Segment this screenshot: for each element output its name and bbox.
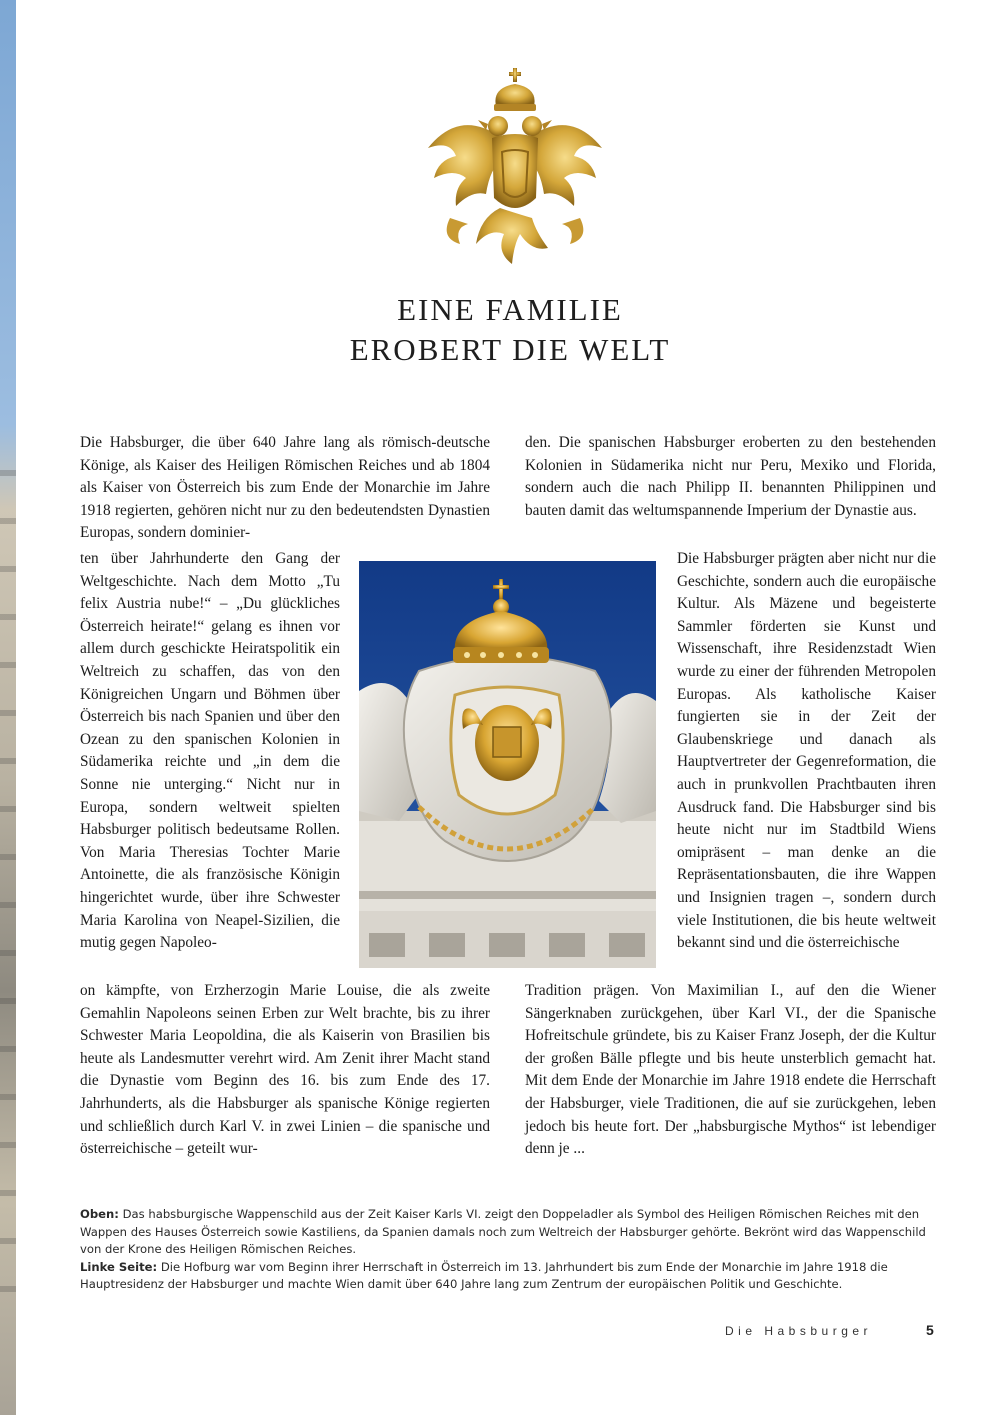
image-captions: [80, 1206, 940, 1294]
double-eagle-emblem-icon: [420, 68, 610, 268]
facing-page-photo-edge: [0, 0, 16, 1415]
paragraph: ten über Jahrhunderte den Gang der Weltgeschichte. Nach dem Motto „Tu felix Austria nube!“ – „Du glückliches Österreich heirate!“ gelang es ihnen vor allem durch geschickte Heiratspolitik ein Weltreich zu schaffen, das von den Königreichen Ungarn und Böhmen über Österreich bis nach Spanien und über den Ozean zu den spanischen Kolonien in Südamerika reichte und „in dem die Sonne nie unterging.“ Nicht nur in Europa, sondern weltweit spielten Habsburger politisch bedeutsame Rollen. Von Maria Theresias Tochter Marie Antoinette, die als französische Königin hingerichtet wurde, über ihre Schwester Maria Karolina von Neapel-Sizilien, die mutig gegen Napoleo-: [80, 550, 340, 952]
body-text-left-wrap: [80, 548, 340, 955]
title-line-1: EINE FAMILIE: [397, 292, 623, 327]
body-text-right-bottom: [525, 980, 936, 1161]
body-text-right-top: [525, 432, 936, 522]
caption-left-label: Linke Seite:: [80, 1259, 158, 1274]
paragraph: Die Habsburger, die über 640 Jahre lang als römisch-deutsche Könige, als Kaiser des Heiligen Römischen Reiches und ab 1804 als Kaiser von Österreich bis zum Ende der Monarchie im Jahre 1918 regierten, gehören nicht nur zu den bedeutendsten Dynastien Europas, sondern dominier-: [80, 434, 490, 542]
paragraph: Die Habsburger prägten aber nicht nur die Geschichte, sondern auch die europäische Kultur. Als Mäzene und begeisterte Sammler förderten sie Kunst und Wissenschaft, ihre Residenzstadt Wien wurde zu einer der führenden Metropolen Europas. Als katholische Kaiser fungierten sie in der Zeit der Glaubenskriege und danach als Hauptvertreter der Gegenreformation, die auch in prunkvollen Prachtbauten ihren Ausdruck fand. Die Habsburger sind bis heute nicht nur im Stadtbild Wiens omipräsent – man denke an die Repräsentationsbauten, die ihre Wappen und Insignien tragen –, sondern durch viele Institutionen, die bis heute weltweit bekannt sind und die österreichische: [677, 550, 936, 952]
paragraph: on kämpfte, von Erzherzogin Marie Louise, die als zweite Gemahlin Napoleons seinen Erben zur Welt brachte, bis zu ihrer Schwester Maria Leopoldina, die als Kaiserin von Brasilien bis heute als Landesmutter verehrt wird. Am Zenit ihrer Macht stand die Dynastie vom Beginn des 16. bis zum Ende des 17. Jahrhunderts, als die Habsburger als spanische Könige regierten und schließlich durch Karl V. in zwei Linien – die spanische und österreichische – geteilt wur-: [80, 982, 490, 1158]
body-text-left-top: [80, 432, 490, 545]
coat-of-arms-photo: [359, 561, 656, 968]
caption-left-text: Die Hofburg war vom Beginn ihrer Herrschaft in Österreich im 13. Jahrhundert bis zum Ende der Monarchie im Jahre 1918 die Hauptresidenz der Habsburger und machte Wien damit über 640 Jahre lang zum Zentrum der europäischen Politik und Geschichte.: [80, 1259, 888, 1292]
body-text-left-bottom: [80, 980, 490, 1161]
title-line-2: EROBERT DIE WELT: [349, 332, 671, 367]
caption-top-label: Oben:: [80, 1207, 119, 1221]
caption-left-page: [80, 1259, 940, 1294]
caption-top-text: Das habsburgische Wappenschild aus der Zeit Kaiser Karls VI. zeigt den Doppeladler als Symbol des Heiligen Römischen Reiches mit den Wappen des Hauses Österreich sowie Kastiliens, da Spanien damals noch zum Weltreich der Habsburger gehörte. Bekrönt wird das Wappenschild von der Krone des Heiligen Römischen Reiches.: [80, 1207, 926, 1257]
paragraph: Tradition prägen. Von Maximilian I., auf den die Wiener Sängerknaben zurückgehen, über Karl VI., der die Spanische Hofreitschule gründete, bis zu Kaiser Franz Joseph, der die Kultur der großen Bälle pflegte und bis heute unsterblich gemacht hat. Mit dem Ende der Monarchie im Jahre 1918 endete die Herrschaft der Habsburger, viele Traditionen, die auf sie zurückgehen, leben jedoch bis heute fort. Der „habsburgische Mythos“ ist lebendiger denn je ...: [525, 982, 936, 1158]
page-number: 5: [926, 1322, 934, 1338]
paragraph: den. Die spanischen Habsburger eroberten zu den bestehenden Kolonien in Südamerika nicht nur Peru, Mexiko und Florida, sondern auch die nach Philipp II. benannten Philippinen und bauten damit das weltumspannende Imperium der Dynastie aus.: [525, 434, 936, 519]
caption-top: [80, 1206, 940, 1259]
body-text-right-wrap: [677, 548, 936, 955]
running-footer-title: Die Habsburger: [725, 1324, 873, 1338]
page-title: [300, 290, 720, 370]
